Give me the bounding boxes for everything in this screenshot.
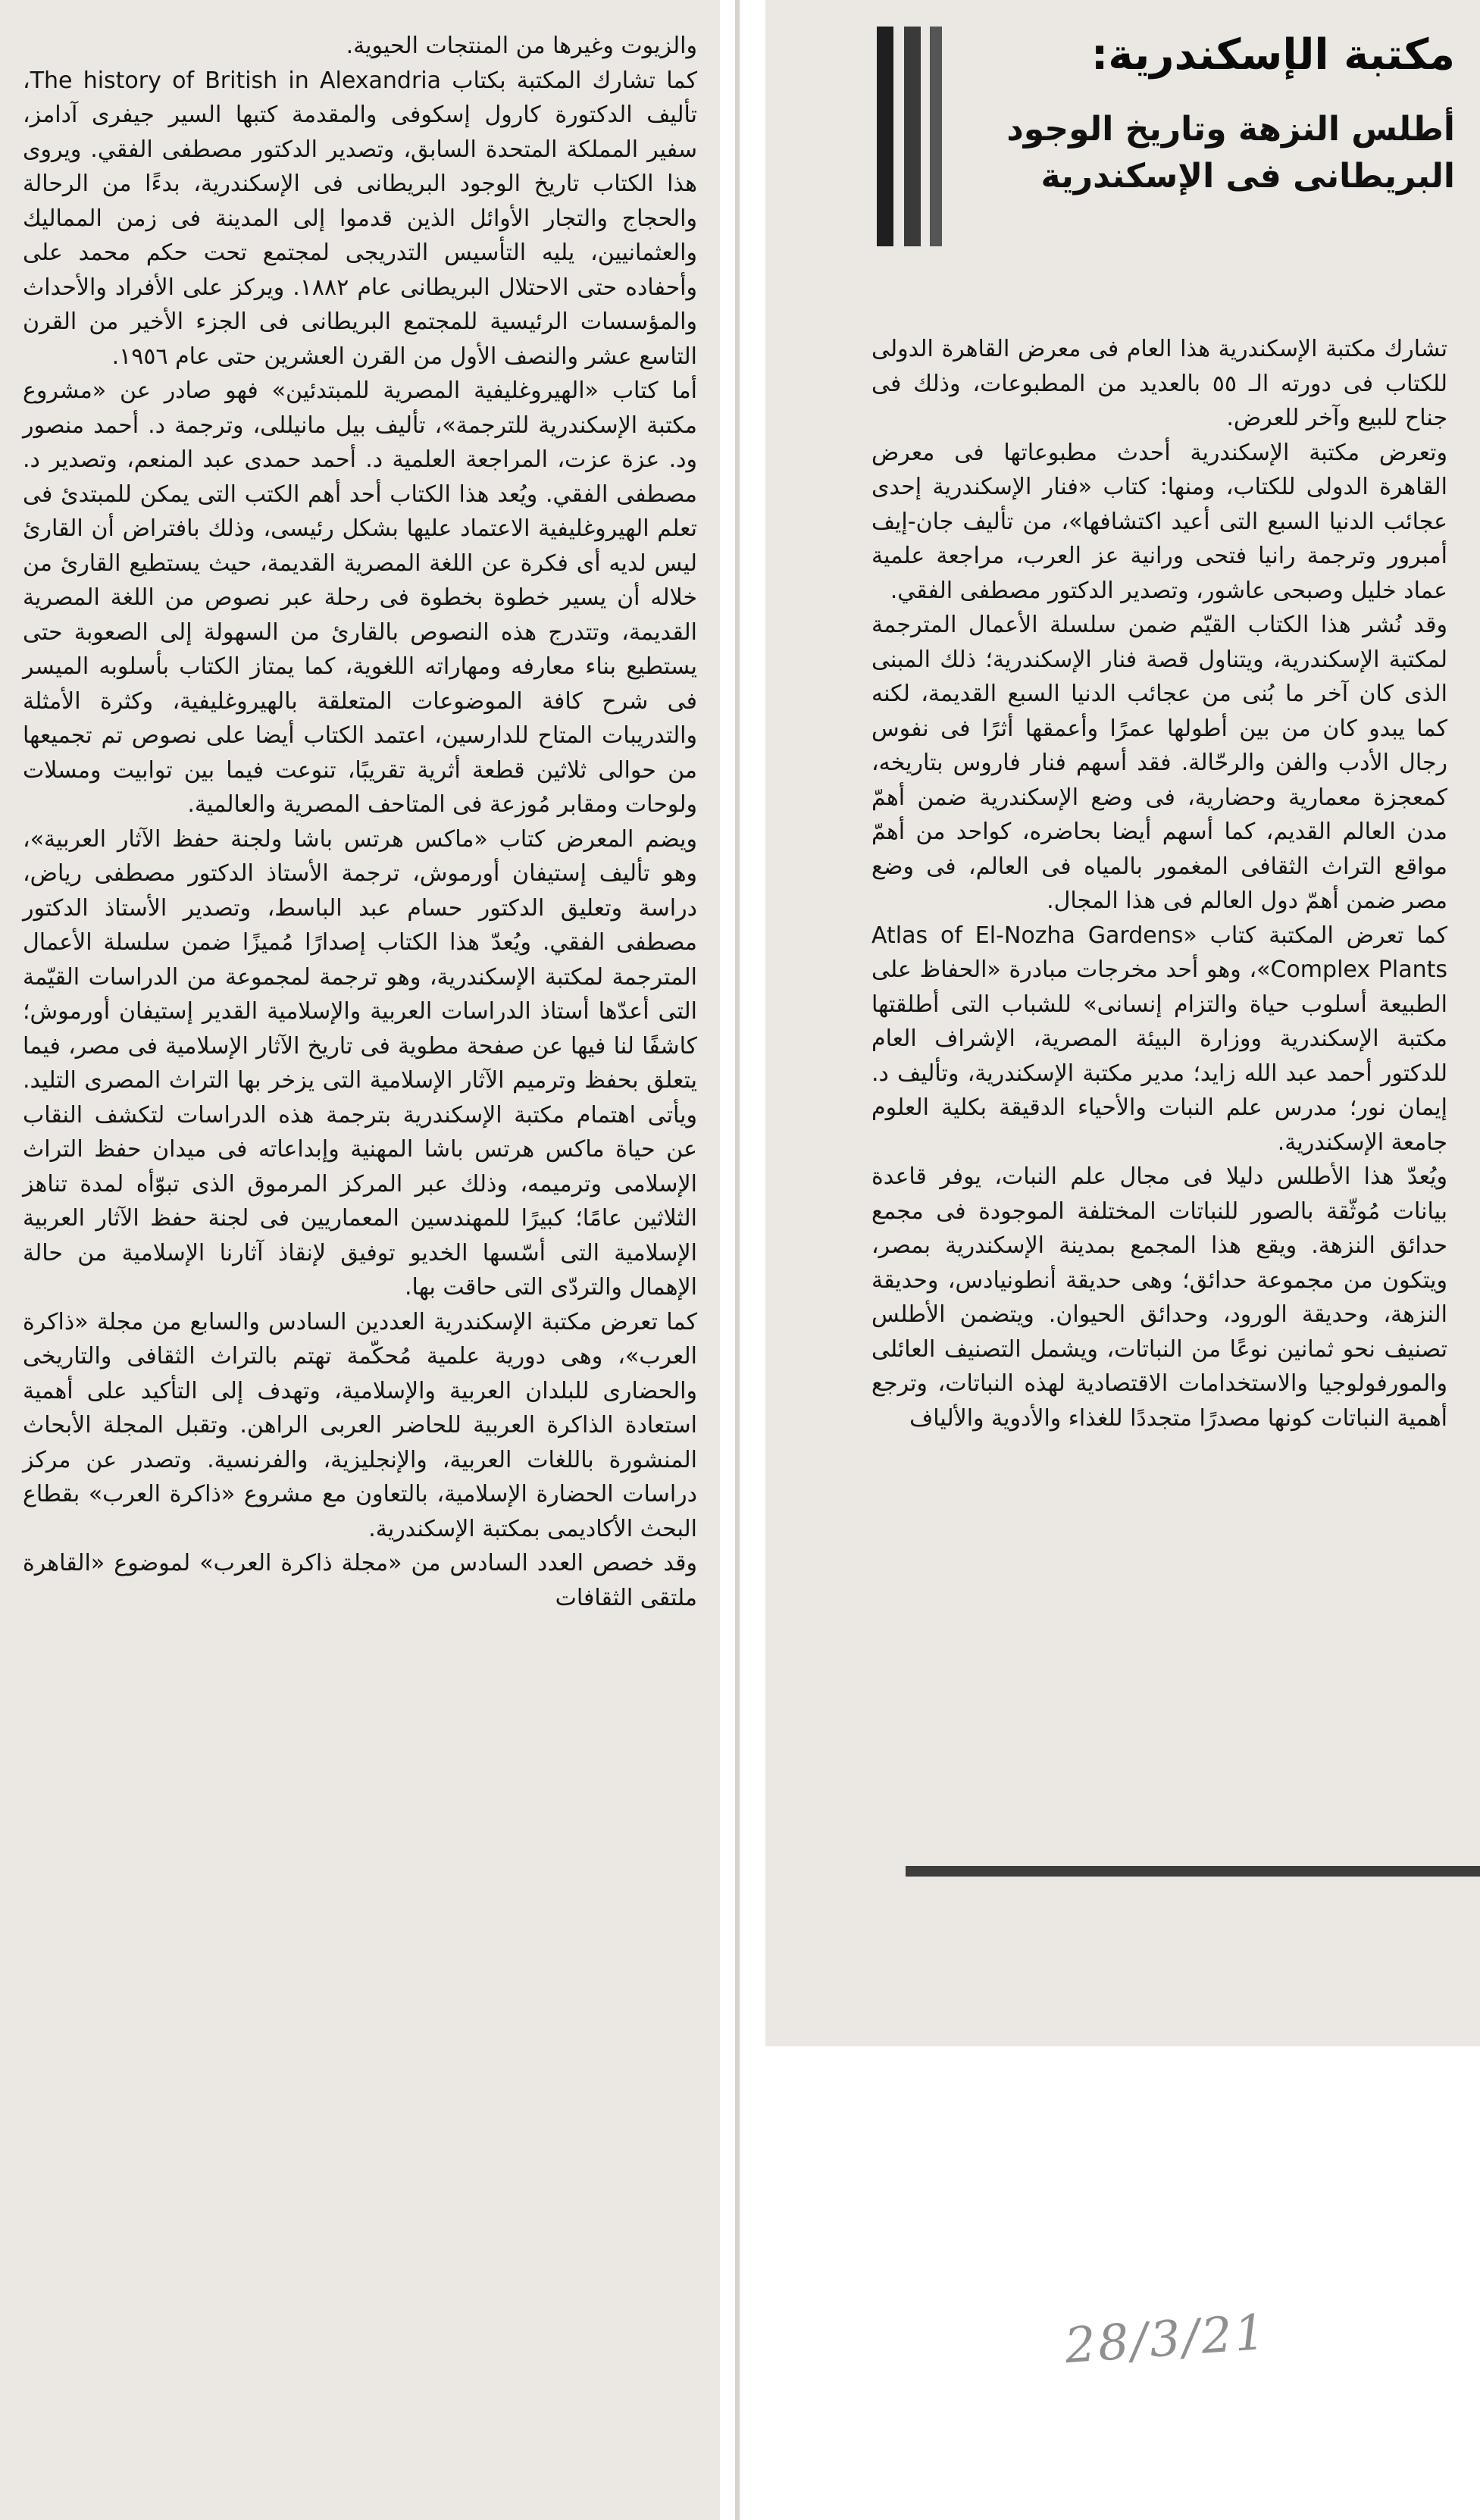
headline-title: أطلس النزهة وتاريخ الوجود البريطانى فى الإسكندرية bbox=[1006, 110, 1455, 196]
handwritten-date: 28/3/21 bbox=[1062, 2304, 1269, 2375]
headline-kicker: مكتبة الإسكندرية: bbox=[1090, 30, 1455, 80]
article-column-right: تشارك مكتبة الإسكندرية هذا العام فى معرض القاهرة الدولى للكتاب فى دورته الـ ٥٥ بالعديد من المطبوعات، وذلك فى جناح للبيع وآخر للعرض. وتعرض مكتبة الإسكندرية أحدث مطبوعاتها فى معرض القاهرة الدولى للكتاب، ومنها: كتاب «فنار الإسكندرية إحدى عجائب الدنيا السبع التى أعيد اكتشافها»، من تأليف جان-إيف أمبرور وترجمة رانيا فتحى ورانية عز العرب، مراجعة علمية عماد خليل وصبحى عاشور، وتصدير الدكتور مصطفى الفقي. وقد نُشر هذا الكتاب القيّم ضمن سلسلة الأعمال المترجمة لمكتبة الإسكندرية، ويتناول قصة فنار الإسكندرية؛ ذلك المبنى الذى كان آخر ما بُنى من عجائب الدنيا السبع القديمة، لكنه كما يبدو كان من بين أطولها عمرًا وأعمقها أثرًا فى نفوس رجال الأدب والفن والرحّالة. فقد أسهم فنار فاروس بتاريخه، كمعجزة معمارية وحضارية، فى وضع الإسكندرية ضمن أهمّ مدن العالم القديم، كما أسهم أيضا بحاضره، كواحد من أهمّ مواقع التراث الثقافى المغمور بالمياه فى العالم، فى وضع مصر ضمن أهمّ دول العالم فى هذا المجال. كما تعرض المكتبة كتاب «Atlas of El-Nozha Gardens Complex Plants»، وهو أحد مخرجات مبادرة «الحفاظ على الطبيعة أسلوب حياة والتزام إنسانى» للشباب التى أطلقتها مكتبة الإسكندرية ووزارة البيئة المصرية، الإشراف العام للدكتور أحمد عبد الله زايد؛ مدير مكتبة الإسكندرية، وتأليف د. إيمان نور؛ مدرس علم النبات والأحياء الدقيقة بكلية العلوم جامعة الإسكندرية. ويُعدّ هذا الأطلس دليلا فى مجال علم النبات، يوفر قاعدة بيانات مُوثّقة بالصور للنباتات المختلفة الموجودة فى مجمع حدائق النزهة. ويقع هذا المجمع بمدينة الإسكندرية بمصر، ويتكون من مجموعة حدائق؛ وهى حديقة أنطونيادس، وحديقة النزهة، وحديقة الورود، وحدائق الحيوان. ويتضمن الأطلس تصنيف نحو ثمانين نوعًا من النباتات، ويشمل التصنيف العائلى والمورفولوجيا والاستخدامات الاقتصادية لهذه النباتات، وترجع أهمية النباتات كونها مصدرًا متجددًا للغذاء والأدوية والألياف bbox=[871, 336, 1447, 1432]
headline-block bbox=[871, 30, 1455, 258]
page-fold bbox=[735, 0, 740, 2520]
section-rule bbox=[906, 1866, 1480, 1877]
article-column-left: والزيوت وغيرها من المنتجات الحيوية. كما تشارك المكتبة بكتاب The history of British in Alexandria، تأليف الدكتورة كارول إسكوفى والمقدمة كتبها السير جيفرى آدامز، سفير المملكة المتحدة السابق، وتصدير الدكتور مصطفى الفقي. ويروى هذا الكتاب تاريخ الوجود البريطانى فى الإسكندرية، بدءًا من الرحالة والحجاج والتجار الأوائل الذين قدموا إلى المدينة فى زمن المماليك والعثمانيين، يليه التأسيس التدريجى لمجتمع تحت حكم محمد على وأحفاده حتى الاحتلال البريطانى عام ١٨٨٢. ويركز على الأفراد والأحداث والمؤسسات الرئيسية للمجتمع البريطانى فى الجزء الأخير من القرن التاسع عشر والنصف الأول من القرن العشرين حتى عام ١٩٥٦. أما كتاب «الهيروغليفية المصرية للمبتدئين» فهو صادر عن «مشروع مكتبة الإسكندرية للترجمة»، تأليف بيل مانيللى، وترجمة د. أحمد منصور ود. عزة عزت، المراجعة العلمية د. أحمد حمدى عبد المنعم، وتصدير د. مصطفى الفقي. ويُعد هذا الكتاب أحد أهم الكتب التى يمكن للمبتدئ فى تعلم الهيروغليفية الاعتماد عليها بشكل رئيسى، وذلك بافتراض أن القارئ ليس لديه أى فكرة عن اللغة المصرية القديمة، حيث يستطيع القارئ من خلاله أن يسير خطوة بخطوة فى رحلة عبر نصوص من اللغة المصرية القديمة، وتتدرج هذه النصوص بالقارئ من السهولة إلى الصعوبة حتى يستطيع بناء معارفه ومهاراته اللغوية، كما يمتاز الكتاب بأسلوبه الميسر فى شرح كافة الموضوعات المتعلقة بالهيروغليفية، وكثرة الأمثلة والتدريبات المتاح للدارسين، اعتمد الكتاب أيضا على نصوص تم تجميعها من حوالى ثلاثين قطعة أثرية تقريبًا، تنوعت فيما بين توابيت ومسلات ولوحات ومقابر مُوزعة فى المتاحف المصرية والعالمية. ويضم المعرض كتاب «ماكس هرتس باشا ولجنة حفظ الآثار العربية»، وهو تأليف إستيفان أورموش، ترجمة الأستاذ الدكتور مصطفى رياض، دراسة وتعليق الدكتور حسام عبد الباسط، وتصدير الأستاذ الدكتور مصطفى الفقي. ويُعدّ هذا الكتاب إصدارًا مُميزًا ضمن سلسلة الأعمال المترجمة لمكتبة الإسكندرية، وهو ترجمة لمجموعة من الدراسات القيّمة التى أعدّها أستاذ الدراسات العربية والإسلامية القدير إستيفان أورموش؛ كاشفًا لنا فيها عن صفحة مطوية فى تاريخ الآثار الإسلامية فى مصر، فيما يتعلق بحفظ وترميم الآثار الإسلامية التى يزخر بها التراث المصرى التليد. ويأتى اهتمام مكتبة الإسكندرية بترجمة هذه الدراسات لتكشف النقاب عن حياة ماكس هرتس باشا المهنية وإبداعاته فى ميدان حفظ التراث الإسلامى وترميمه، وذلك عبر المركز المرموق الذى تبوّأه لمدة تناهز الثلاثين عامًا؛ كبيرًا للمهندسين المعماريين فى لجنة حفظ الآثار العربية الإسلامية التى أسّسها الخديو توفيق لإنقاذ آثارنا الإسلامية من حالة الإهمال والتردّى التى حاقت بها. كما تعرض مكتبة الإسكندرية العددين السادس والسابع من مجلة «ذاكرة العرب»، وهى دورية علمية مُحكّمة تهتم بالتراث الثقافى والتاريخى والحضارى للبلدان العربية والإسلامية، وتهدف إلى التأكيد على أهمية استعادة الذاكرة العربية للحاضر العربى الراهن. وتقبل المجلة الأبحاث المنشورة باللغات العربية، والإنجليزية، والفرنسية. وتصدر عن مركز دراسات الحضارة الإسلامية، بالتعاون مع مشروع «ذاكرة العرب» بقطاع البحث الأكاديمى بمكتبة الإسكندرية. وقد خصص العدد السادس من «مجلة ذاكرة العرب» لموضوع «القاهرة ملتقى الثقافات bbox=[23, 33, 697, 1611]
